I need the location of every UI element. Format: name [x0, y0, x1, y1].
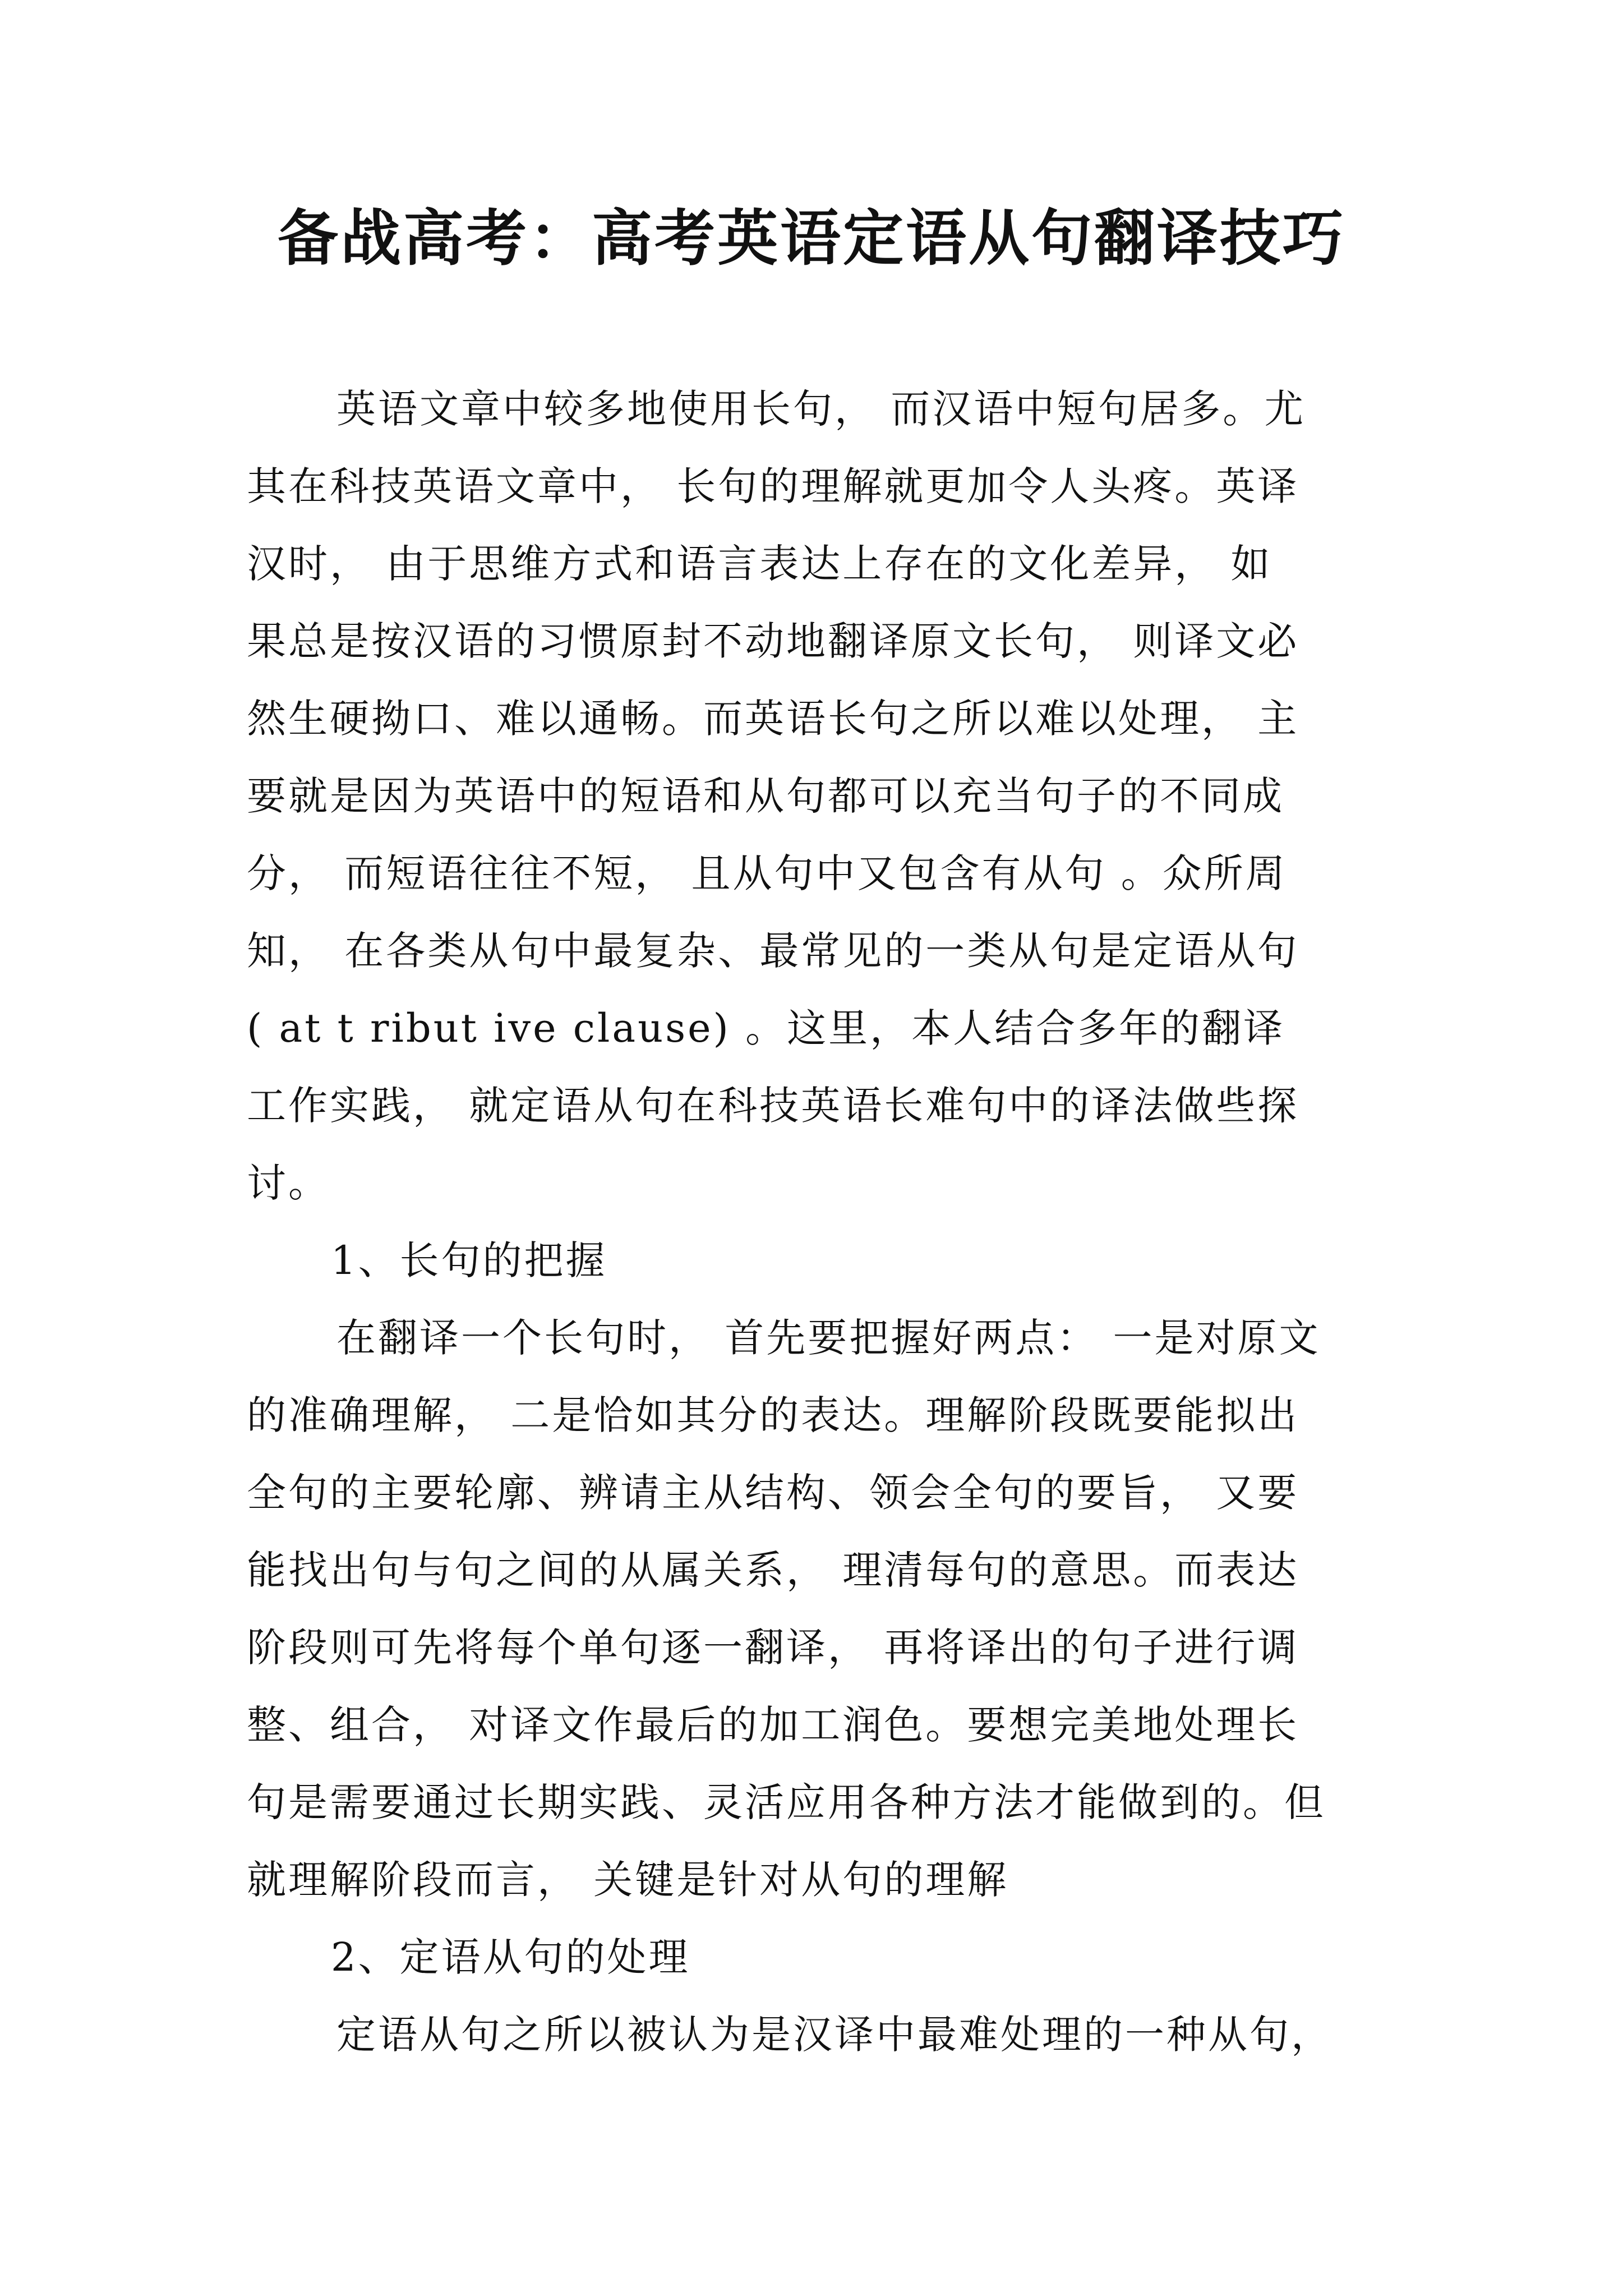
text-line: 阶段则可先将每个单句逐一翻译， 再将译出的句子进行调	[247, 1625, 1299, 1671]
text-line: 定语从句之所以被认为是汉译中最难处理的一种从句，	[336, 2012, 1332, 2058]
text-line: 要就是因为英语中的短语和从句都可以充当句子的不同成	[247, 773, 1284, 819]
text-line: 汉时， 由于思维方式和语言表达上存在的文化差异， 如	[247, 541, 1272, 587]
section-heading: 1、长句的把握	[331, 1237, 607, 1283]
text-line: 讨。	[247, 1160, 330, 1206]
paragraph-attributive-clause	[247, 1996, 1402, 2073]
paragraph-long-sentence	[247, 1299, 1402, 1918]
text-line: 果总是按汉语的习惯原封不动地翻译原文长句， 则译文必	[247, 618, 1299, 664]
text-line: 能找出句与句之间的从属关系， 理清每句的意思。而表达	[247, 1547, 1299, 1593]
text-line: 其在科技英语文章中， 长句的理解就更加令人头疼。英译	[247, 463, 1299, 509]
text-line: 的准确理解， 二是恰如其分的表达。理解阶段既要能拟出	[247, 1392, 1299, 1438]
section-heading-1	[247, 1222, 1402, 1299]
text-line: 然生硬拗口、难以通畅。而英语长句之所以难以处理， 主	[247, 696, 1299, 742]
section-heading: 2、定语从句的处理	[331, 1934, 690, 1980]
text-line: 就理解阶段而言， 关键是针对从句的理解	[247, 1857, 1009, 1903]
text-line: 英语文章中较多地使用长句， 而汉语中短句居多。尤	[336, 386, 1306, 432]
text-line: 在翻译一个长句时， 首先要把握好两点： 一是对原文	[336, 1315, 1321, 1361]
text-line: ( at t ribut ive clause) 。这里，本人结合多年的翻译	[247, 1005, 1285, 1051]
text-line: 整、组合， 对译文作最后的加工润色。要想完美地处理长	[247, 1702, 1299, 1748]
text-line: 分， 而短语往往不短， 且从句中又包含有从句 。众所周	[247, 850, 1287, 896]
text-line: 工作实践， 就定语从句在科技英语长难句中的译法做些探	[247, 1083, 1299, 1129]
paragraph-intro	[247, 370, 1402, 1222]
text-line: 全句的主要轮廓、辨请主从结构、领会全句的要旨， 又要	[247, 1470, 1299, 1516]
text-line: 句是需要通过长期实践、灵活应用各种方法才能做到的。但	[247, 1779, 1326, 1825]
section-heading-2	[247, 1918, 1402, 1996]
document-title: 备战高考：高考英语定语从句翻译技巧	[277, 203, 1345, 274]
text-line: 知， 在各类从句中最复杂、最常见的一类从句是定语从句	[247, 928, 1299, 974]
